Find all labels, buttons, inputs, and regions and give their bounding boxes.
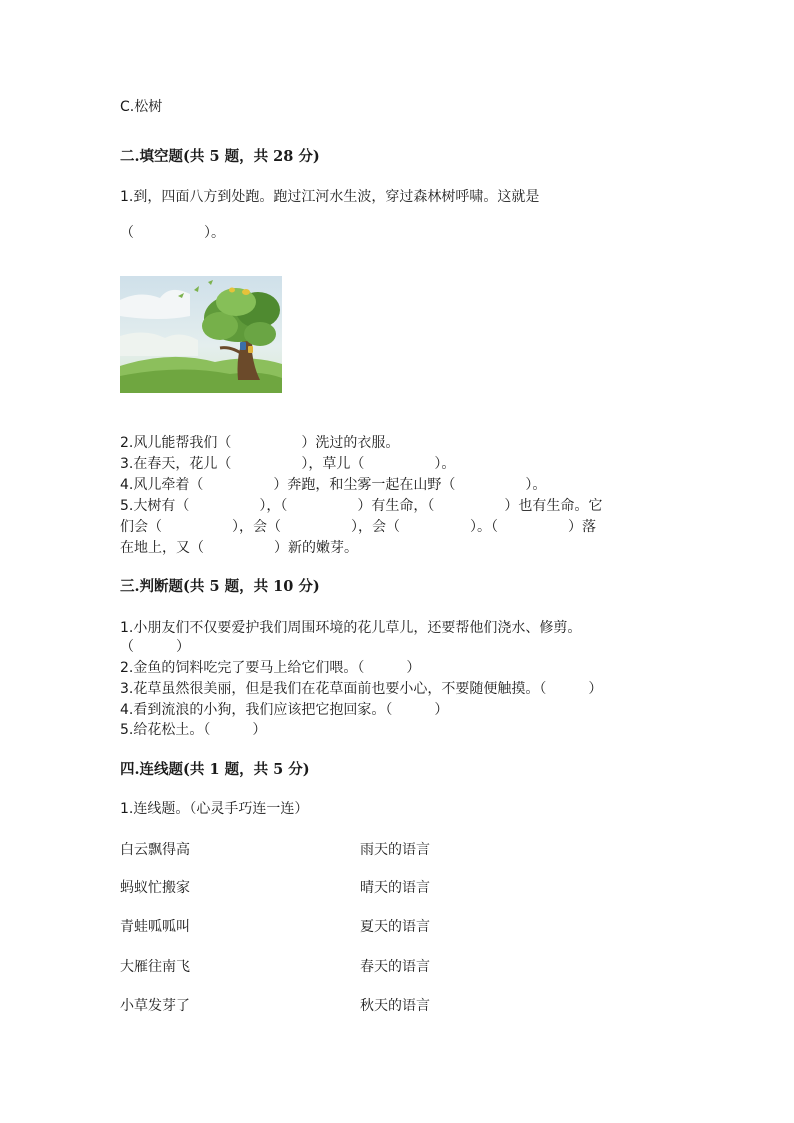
judge-q1-answer: （ ） xyxy=(120,639,190,655)
match-right-item: 春天的语言 xyxy=(360,959,430,975)
section2-heading: 二.填空题(共 5 题，共 28 分) xyxy=(120,148,320,165)
match-left-item: 白云飘得高 xyxy=(120,842,190,858)
tree-illustration xyxy=(120,276,282,393)
match-left-item: 小草发芽了 xyxy=(120,998,190,1014)
fill-q1-line1: 1.到，四面八方到处跑。跑过江河水生波，穿过森林树呼啸。这就是 xyxy=(120,189,540,205)
match-right-item: 雨天的语言 xyxy=(360,842,430,858)
section3-heading: 三.判断题(共 5 题，共 10 分) xyxy=(120,578,320,595)
match-q1: 1.连线题。（心灵手巧连一连） xyxy=(120,801,309,817)
judge-q5: 5.给花松土。（ ） xyxy=(120,722,267,738)
match-left-item: 青蛙呱呱叫 xyxy=(120,919,190,935)
judge-q2: 2.金鱼的饲料吃完了要马上给它们喂。（ ） xyxy=(120,660,421,676)
judge-q4: 4.看到流浪的小狗，我们应该把它抱回家。（ ） xyxy=(120,702,449,718)
fill-q5-line1: 5.大树有（ ），（ ）有生命，（ ）也有生命。它 xyxy=(120,498,603,514)
section4-heading: 四.连线题(共 1 题，共 5 分) xyxy=(120,761,310,778)
previous-option-c: C.松树 xyxy=(120,99,163,115)
fill-q2: 2.风儿能帮我们（ ）洗过的衣服。 xyxy=(120,435,400,451)
match-right-item: 晴天的语言 xyxy=(360,880,430,896)
fill-q1-answer: （ ）。 xyxy=(120,225,225,241)
match-right-item: 秋天的语言 xyxy=(360,998,430,1014)
fill-q4: 4.风儿牵着（ ）奔跑，和尘雾一起在山野（ ）。 xyxy=(120,477,547,493)
fill-q5-line2: 们会（ ），会（ ），会（ ）。（ ）落 xyxy=(120,519,596,535)
match-right-item: 夏天的语言 xyxy=(360,919,430,935)
fill-q3: 3.在春天，花儿（ ），草儿（ ）。 xyxy=(120,456,456,472)
judge-q1-line1: 1.小朋友们不仅要爱护我们周围环境的花儿草儿，还要帮他们浇水、修剪。 xyxy=(120,620,582,636)
fill-q5-line3: 在地上，又（ ）新的嫩芽。 xyxy=(120,540,358,556)
judge-q3: 3.花草虽然很美丽，但是我们在花草面前也要小心，不要随便触摸。（ ） xyxy=(120,681,603,697)
match-left-item: 大雁往南飞 xyxy=(120,959,190,975)
match-left-item: 蚂蚁忙搬家 xyxy=(120,880,190,896)
